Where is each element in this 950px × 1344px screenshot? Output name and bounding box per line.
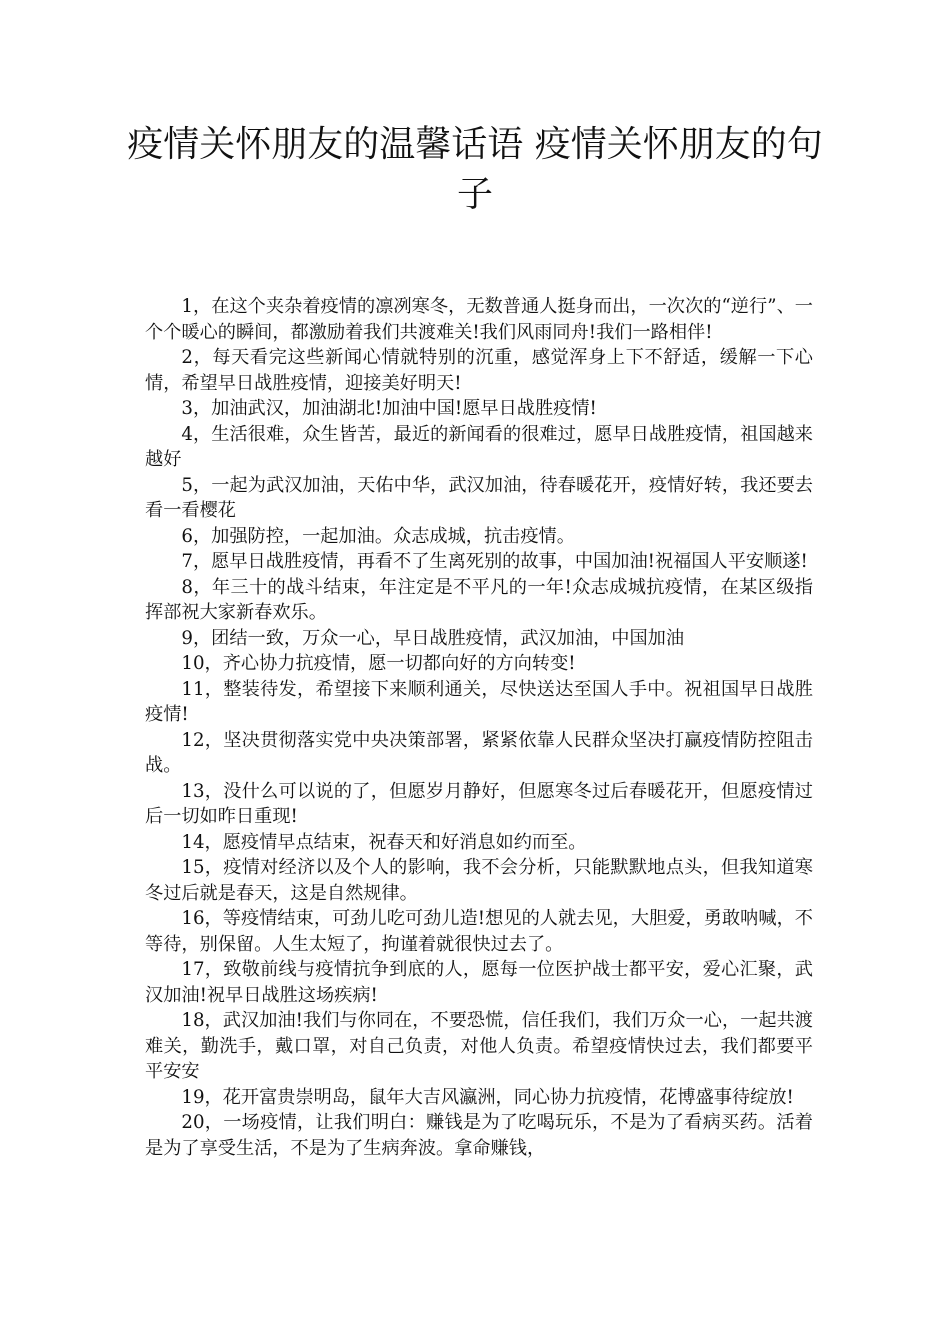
paragraph-4: 4，生活很难，众生皆苦，最近的新闻看的很难过，愿早日战胜疫情，祖国越来越好 [145,423,813,470]
paragraph-9: 9，团结一致，万众一心，早日战胜疫情，武汉加油，中国加油 [181,627,685,649]
paragraph-18: 18，武汉加油!我们与你同在，不要恐慌，信任我们，我们万众一心，一起共渡难关，勤洗手，戴口罩，对自己负责，对他人负责。希望疫情快过去，我们都要平平安安 [145,1010,813,1082]
paragraph-5: 5，一起为武汉加油，天佑中华，武汉加油，待春暖花开，疫情好转，我还要去看一看樱花 [145,474,813,521]
paragraph-15: 15，疫情对经济以及个人的影响，我不会分析，只能默默地点头，但我知道寒冬过后就是春天，这是自然规律。 [145,857,813,904]
document-title: 疫情关怀朋友的温馨话语 疫情关怀朋友的句子 [127,124,823,215]
document-body [145,294,813,1161]
paragraph-19: 19，花开富贵崇明岛，鼠年大吉风瀛洲，同心协力抗疫情，花博盛事待绽放! [181,1086,794,1108]
paragraph-3: 3，加油武汉，加油湖北!加油中国!愿早日战胜疫情! [181,398,597,419]
paragraph-2: 2，每天看完这些新闻心情就特别的沉重，感觉浑身上下不舒适，缓解一下心情，希望早日战胜疫情，迎接美好明天! [145,347,813,394]
paragraph-11: 11，整装待发，希望接下来顺利通关，尽快送达至国人手中。祝祖国早日战胜疫情! [145,678,813,725]
paragraph-17: 17，致敬前线与疫情抗争到底的人，愿每一位医护战士都平安，爱心汇聚，武汉加油!祝早日战胜这场疾病! [145,959,813,1006]
paragraph-1: 1，在这个夹杂着疫情的凛冽寒冬，无数普通人挺身而出，一次次的“逆行”、一个个暖心的瞬间，都激励着我们共渡难关!我们风雨同舟!我们一路相伴! [145,296,813,343]
paragraph-6: 6，加强防控，一起加油。众志成城，抗击疫情。 [181,525,575,547]
paragraph-12: 12，坚决贯彻落实党中央决策部署，紧紧依靠人民群众坚决打赢疫情防控阻击战。 [145,729,813,776]
paragraph-16: 16，等疫情结束，可劲儿吃可劲儿造!想见的人就去见，大胆爱，勇敢呐喊，不等待，别保留。人生太短了，拘谨着就很快过去了。 [145,908,813,955]
paragraph-20: 20，一场疫情，让我们明白：赚钱是为了吃喝玩乐，不是为了看病买药。活着是为了享受生活，不是为了生病奔波。拿命赚钱， [145,1112,813,1159]
paragraph-8: 8，年三十的战斗结束，年注定是不平凡的一年!众志成城抗疫情，在某区级指挥部祝大家新春欢乐。 [145,576,813,623]
paragraph-14: 14，愿疫情早点结束，祝春天和好消息如约而至。 [181,831,587,853]
paragraph-13: 13，没什么可以说的了，但愿岁月静好，但愿寒冬过后春暖花开，但愿疫情过后一切如昨日重现! [145,780,813,827]
paragraph-10: 10，齐心协力抗疫情，愿一切都向好的方向转变! [181,653,576,674]
paragraph-7: 7，愿早日战胜疫情，再看不了生离死别的故事，中国加油!祝福国人平安顺遂! [181,551,808,572]
